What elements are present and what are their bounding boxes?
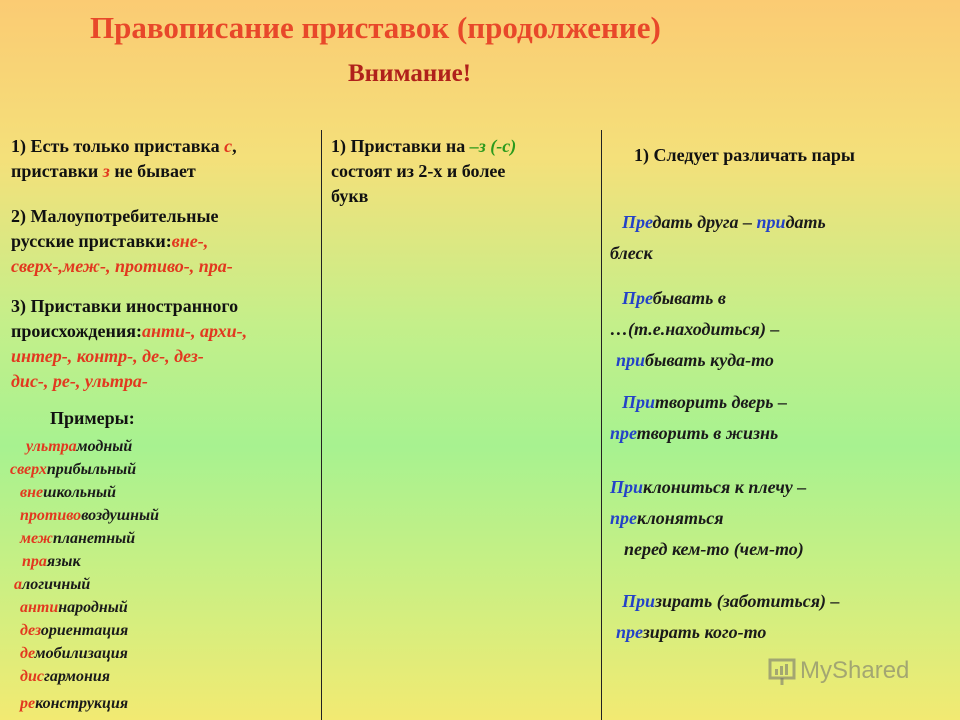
rule-1-text-a: 1) Есть только приставка <box>11 136 225 156</box>
example-word: антинародный <box>20 599 128 616</box>
pair-4: Приклониться к плечу – преклоняться перед кем-то (чем-то) <box>610 477 807 559</box>
column-divider-right <box>601 130 602 720</box>
rule-1-text-d: не бывает <box>109 161 196 181</box>
rule-3-prefixes-b: интер-, контр-, де-, дез- <box>11 346 204 366</box>
column-divider-left <box>321 130 322 720</box>
example-word: алогичный <box>14 576 91 593</box>
rule-3-prefixes-a: анти-, архи-, <box>142 321 248 341</box>
example-word: дезориентация <box>20 622 129 639</box>
rule-2-text-b: русские приставки: <box>11 231 172 251</box>
rule-1-prefix-z: з <box>102 161 110 181</box>
example-word: реконструкция <box>20 695 129 712</box>
pair-1: Предать друга – придать блеск <box>610 212 826 263</box>
page-title: Правописание приставок (продолжение) <box>90 10 661 45</box>
pair-5: Призирать (заботиться) – презирать кого-то <box>616 591 840 642</box>
example-word: дисгармония <box>20 668 111 685</box>
watermark-text: MyShared <box>800 657 910 684</box>
page-subtitle: Внимание! <box>348 60 472 87</box>
example-word: межпланетный <box>20 530 136 547</box>
rule-3 <box>11 294 247 394</box>
rule-1-comma: , <box>232 136 237 156</box>
pair-2: Пребывать в …(т.е.находиться) – прибывать куда-то <box>610 288 780 370</box>
rule-1-text-c: приставки <box>11 161 103 181</box>
presentation-icon <box>768 656 796 686</box>
rule-2-prefix-vne: вне-, <box>171 231 209 251</box>
rule-z-s-prefixes: –з (-с) <box>469 136 517 156</box>
pair-3: Притворить дверь – претворить в жизнь <box>610 392 788 443</box>
example-word: праязык <box>22 553 81 570</box>
rule-z-s-line-3: букв <box>331 186 369 206</box>
rule-z-s-line-2: состоят из 2-х и более <box>331 161 506 181</box>
example-word: противовоздушный <box>20 507 159 524</box>
rule-z-s-text: 1) Приставки на <box>331 136 470 156</box>
pairs-heading: 1) Следует различать пары <box>634 145 855 165</box>
rule-1-prefix-s: с <box>224 136 233 156</box>
rule-1 <box>11 134 237 184</box>
rule-3-text-b: происхождения: <box>11 321 142 341</box>
examples-title: Примеры: <box>50 408 135 428</box>
rule-3-prefixes-c: дис-, ре-, ультра- <box>11 371 148 391</box>
rule-2-prefixes: сверх-,меж-, противо-, пра- <box>11 256 233 276</box>
example-word: внешкольный <box>20 484 116 501</box>
rule-z-s <box>331 134 516 209</box>
example-word: сверхприбыльный <box>10 461 137 478</box>
rule-2 <box>11 204 233 279</box>
example-word: ультрамодный <box>26 438 133 455</box>
rule-3-line-1: 3) Приставки иностранного <box>11 296 239 316</box>
rule-2-line-1: 2) Малоупотребительные <box>11 206 219 226</box>
example-word: демобилизация <box>20 645 128 662</box>
watermark-logo <box>768 656 909 686</box>
